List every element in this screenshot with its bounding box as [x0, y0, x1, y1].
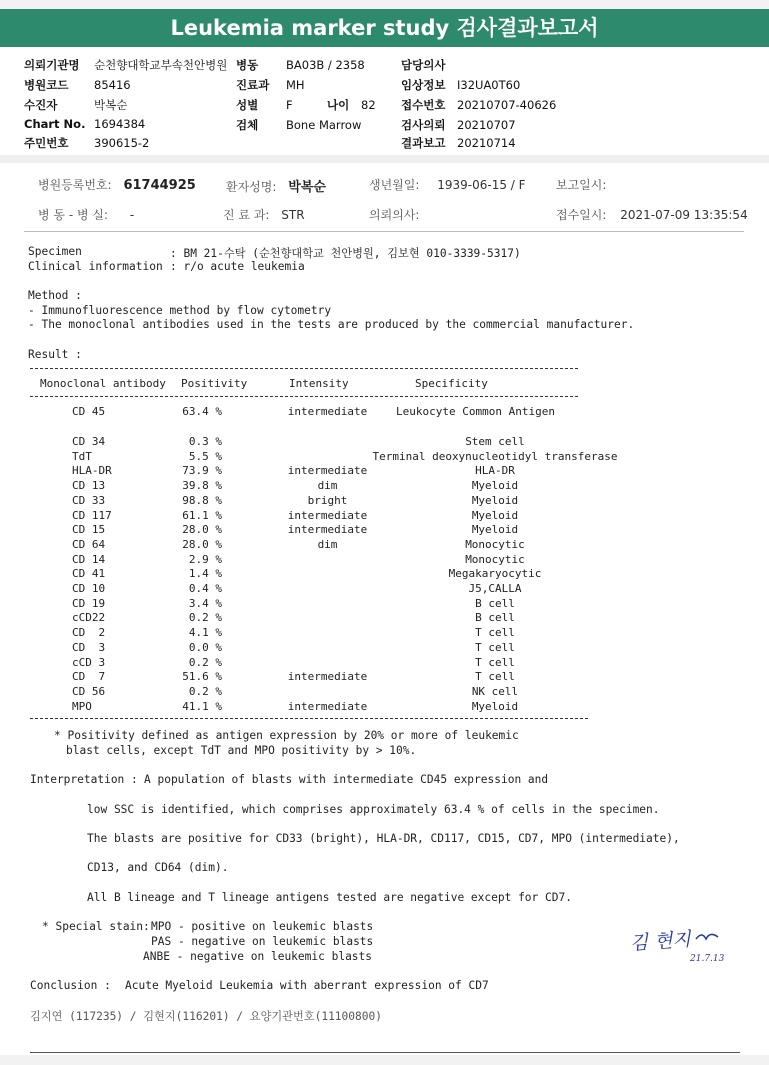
- value: 20210714: [457, 136, 516, 150]
- footer-line: [30, 1052, 740, 1053]
- value: 85416: [94, 78, 131, 92]
- signature-graphic: [628, 925, 738, 965]
- row-antibody: HLA-DR: [72, 464, 112, 478]
- patient-dept: [223, 206, 305, 223]
- label: 환자성명:: [226, 180, 277, 194]
- interpretation-label: Interpretation :: [30, 773, 138, 786]
- row-positivity: 0.2 %: [188, 655, 222, 669]
- row-antibody: CD 15: [72, 523, 106, 537]
- patient-report-time: [556, 176, 606, 193]
- row-positivity: 1.4 %: [188, 567, 222, 581]
- value: STR: [281, 208, 305, 222]
- footnote-2: blast cells, except TdT and MPO positivity by > 10%.: [66, 744, 417, 757]
- label: 진 료 과:: [223, 208, 270, 222]
- label: 의뢰기관명: [24, 58, 80, 72]
- row-positivity: 63.4 %: [182, 405, 222, 418]
- stain-pas: PAS - negative on leukemic blasts: [151, 935, 374, 948]
- specimen-label: Specimen: [28, 245, 82, 258]
- top-band: [0, 0, 769, 9]
- patient-ward: [38, 206, 134, 223]
- row-positivity: 5.5 %: [188, 449, 222, 463]
- value: 박복순: [288, 180, 326, 195]
- row-positivity: 51.6 %: [182, 670, 222, 684]
- row-antibody: CD 2: [72, 626, 106, 640]
- patient-reg: [38, 176, 196, 193]
- row-positivity: 0.4 %: [188, 582, 222, 595]
- header-row-request: [401, 117, 516, 133]
- row-positivity: 98.8 %: [182, 493, 222, 507]
- interpretation-line-3: The blasts are positive for CD33 (bright), HLA-DR, CD117, CD15, CD7, MPO (intermediate),: [87, 832, 680, 845]
- label: 보고일시:: [556, 178, 607, 192]
- specimen-value: : BM 21-수탁 (순천향대학교 천안병원, 김보현 010-3339-5317): [170, 247, 521, 260]
- row-intensity: intermediate: [287, 508, 368, 522]
- value: 박복순: [94, 98, 128, 112]
- stain-anbe: ANBE - negative on leukemic blasts: [143, 950, 373, 963]
- row-intensity: intermediate: [287, 523, 368, 537]
- value: 61744925: [123, 178, 196, 193]
- patient-name: [226, 176, 326, 195]
- bottom-band: [0, 1055, 769, 1065]
- label: 성별: [236, 98, 259, 112]
- row-positivity: 0.0 %: [188, 640, 222, 654]
- divider: [24, 231, 744, 232]
- row-specificity: Monocytic: [465, 552, 525, 566]
- row-antibody: CD 10: [72, 582, 106, 595]
- label: 병동: [236, 58, 259, 72]
- result-title: Result :: [28, 348, 82, 361]
- separator: [0, 155, 769, 163]
- row-positivity: 61.1 %: [182, 508, 222, 522]
- label: 수진자: [24, 98, 58, 112]
- header-row-age: [327, 97, 376, 113]
- row-intensity: bright: [307, 493, 348, 507]
- row-antibody: CD 3: [72, 640, 106, 654]
- row-specificity: T cell: [475, 626, 515, 640]
- row-antibody: CD 117: [72, 508, 112, 522]
- value: 20210707-40626: [457, 98, 557, 112]
- report-title: Leukemia marker study 검사결과보고서: [0, 9, 769, 47]
- label: 병원코드: [24, 78, 69, 92]
- patient-received: [556, 206, 748, 223]
- row-intensity: intermediate: [287, 464, 368, 478]
- conclusion-text: Acute Myeloid Leukemia with aberrant expression of CD7: [125, 979, 489, 992]
- row-antibody: CD 19: [72, 596, 106, 610]
- label: 주민번호: [24, 136, 69, 150]
- label: 접수일시:: [556, 208, 607, 222]
- label: 결과보고: [401, 136, 446, 150]
- row-specificity: T cell: [475, 655, 515, 669]
- value: 20210707: [457, 118, 516, 132]
- row-specificity: Myeloid: [471, 699, 519, 713]
- row-specificity: B cell: [475, 596, 515, 610]
- row-positivity: 0.3 %: [188, 435, 222, 448]
- label: 임상정보: [401, 78, 446, 92]
- value: -: [129, 208, 135, 222]
- interpretation-line-2: low SSC is identified, which comprises approximately 63.4 % of cells in the specimen.: [87, 803, 660, 816]
- row-antibody: MPO: [72, 699, 92, 713]
- row-positivity: 2.9 %: [188, 552, 222, 566]
- conclusion-label: Conclusion :: [30, 979, 111, 992]
- row-antibody: CD 41: [72, 567, 106, 581]
- row-intensity: dim: [317, 479, 338, 493]
- col-header-antibody: Monoclonal antibody: [40, 377, 166, 390]
- row-antibody: CD 13: [72, 479, 106, 493]
- label: Chart No.: [24, 117, 86, 131]
- row-antibody: CD 14: [72, 552, 106, 566]
- row-intensity: dim: [317, 537, 338, 551]
- row-positivity: 0.2 %: [188, 684, 222, 698]
- col-header-specificity: Specificity: [415, 377, 488, 390]
- row-intensity: intermediate: [287, 670, 368, 684]
- signature-date: 21.7.13: [690, 954, 725, 964]
- row-antibody: cCD22: [72, 611, 106, 625]
- table-header-rule: [30, 396, 578, 397]
- row-antibody: CD 34: [72, 435, 106, 448]
- row-specificity: NK cell: [471, 684, 519, 698]
- value: MH: [286, 78, 305, 92]
- label: 검사의뢰: [401, 118, 446, 132]
- doctor-signature: [628, 925, 738, 965]
- row-antibody: CD 33: [72, 493, 106, 507]
- header-row-result: [401, 135, 516, 151]
- clinical-value: : r/o acute leukemia: [170, 260, 305, 273]
- label: 담당의사: [401, 58, 446, 72]
- table-top-rule: [30, 368, 578, 369]
- stain-mpo: MPO - positive on leukemic blasts: [151, 920, 374, 933]
- header-row-sex: [236, 97, 293, 113]
- row-specificity: T cell: [475, 670, 515, 684]
- header-row-institution: [24, 57, 227, 73]
- row-positivity: 73.9 %: [182, 464, 222, 478]
- patient-dob: [369, 176, 526, 193]
- row-antibody: CD 7: [72, 670, 106, 684]
- row-specificity: HLA-DR: [475, 464, 515, 478]
- row-specificity: Megakaryocytic: [448, 567, 542, 581]
- col-header-intensity: Intensity: [289, 377, 349, 390]
- row-specificity: Monocytic: [465, 537, 525, 551]
- row-antibody: TdT: [72, 449, 92, 463]
- row-positivity: 28.0 %: [182, 523, 222, 537]
- label: 진료과: [236, 78, 270, 92]
- col-header-positivity: Positivity: [181, 377, 248, 390]
- row-positivity: 4.1 %: [188, 626, 222, 640]
- row-positivity: 0.2 %: [188, 611, 222, 625]
- row-antibody: CD 64: [72, 537, 106, 551]
- clinical-label: Clinical information: [28, 260, 163, 273]
- signature-name: 김 현지: [629, 928, 692, 955]
- label: 접수번호: [401, 98, 446, 112]
- row-antibody: CD 56: [72, 684, 106, 698]
- label: 병원등록번호:: [38, 178, 112, 192]
- label: 나이: [327, 98, 350, 112]
- value: 1694384: [94, 117, 146, 131]
- label: 의뢰의사:: [369, 208, 420, 222]
- header-row-specimen: [236, 117, 361, 133]
- row-intensity: intermediate: [287, 405, 368, 418]
- row-specificity: Myeloid: [471, 493, 519, 507]
- row-specificity: Myeloid: [471, 523, 519, 537]
- header-row-doctor: [401, 57, 457, 73]
- value: 82: [361, 98, 376, 112]
- header-row-rrn: [24, 135, 149, 151]
- row-positivity: 41.1 %: [182, 699, 222, 713]
- header-row-ward: [236, 57, 365, 73]
- interpretation-line-4: CD13, and CD64 (dim).: [87, 861, 229, 874]
- row-positivity: 39.8 %: [182, 479, 222, 493]
- value: 1939-06-15 / F: [437, 178, 526, 192]
- row-specificity: B cell: [475, 611, 515, 625]
- patient-doctor: [369, 206, 419, 223]
- header-row-dept: [236, 77, 305, 93]
- row-positivity: 28.0 %: [182, 537, 222, 551]
- value: 2021-07-09 13:35:54: [620, 208, 748, 222]
- label: 검체: [236, 118, 259, 132]
- header-row-receipt: [401, 97, 556, 113]
- label: 병 동 - 병 실:: [38, 208, 108, 222]
- header-row-patient: [24, 97, 127, 113]
- row-specificity: Terminal deoxynucleotidyl transferase: [372, 449, 618, 463]
- header-row-hospital-code: [24, 77, 131, 93]
- row-specificity: J5,CALLA: [468, 582, 522, 595]
- signers: 김지연 (117235) / 김현지(116201) / 요양기관번호(11100800): [30, 1010, 382, 1023]
- interpretation-line-1: A population of blasts with intermediate CD45 expression and: [144, 773, 549, 786]
- row-specificity: T cell: [475, 640, 515, 654]
- header-row-chart-no: [24, 117, 145, 131]
- method-line-1: - Immunofluorescence method by flow cytometry: [28, 304, 332, 317]
- row-specificity: Myeloid: [471, 479, 519, 493]
- value: 순천향대학교부속천안병원: [94, 58, 228, 72]
- row-intensity: intermediate: [287, 699, 368, 713]
- table-bottom-rule: [30, 718, 588, 719]
- row-antibody: cCD 3: [72, 655, 106, 669]
- footnote-1: * Positivity defined as antigen expression by 20% or more of leukemic: [54, 729, 519, 742]
- method-line-2: - The monoclonal antibodies used in the tests are produced by the commercial manufacturer.: [28, 318, 635, 331]
- special-stain-label: * Special stain:: [42, 920, 150, 933]
- value: I32UA0T60: [457, 78, 521, 92]
- method-title: Method :: [28, 289, 82, 302]
- row-specificity: Myeloid: [471, 508, 519, 522]
- signature-stroke: [696, 934, 718, 939]
- value: F: [286, 98, 293, 112]
- interpretation-line-5: All B lineage and T lineage antigens tested are negative except for CD7.: [87, 891, 572, 904]
- value: BA03B / 2358: [286, 58, 365, 72]
- header-row-clinical: [401, 77, 520, 93]
- value: Bone Marrow: [286, 118, 362, 132]
- value: 390615-2: [94, 136, 150, 150]
- row-specificity: Stem cell: [465, 435, 525, 448]
- label: 생년월일:: [369, 178, 420, 192]
- row-antibody: CD 45: [72, 405, 106, 418]
- row-specificity: Leukocyte Common Antigen: [396, 405, 555, 418]
- row-positivity: 3.4 %: [188, 596, 222, 610]
